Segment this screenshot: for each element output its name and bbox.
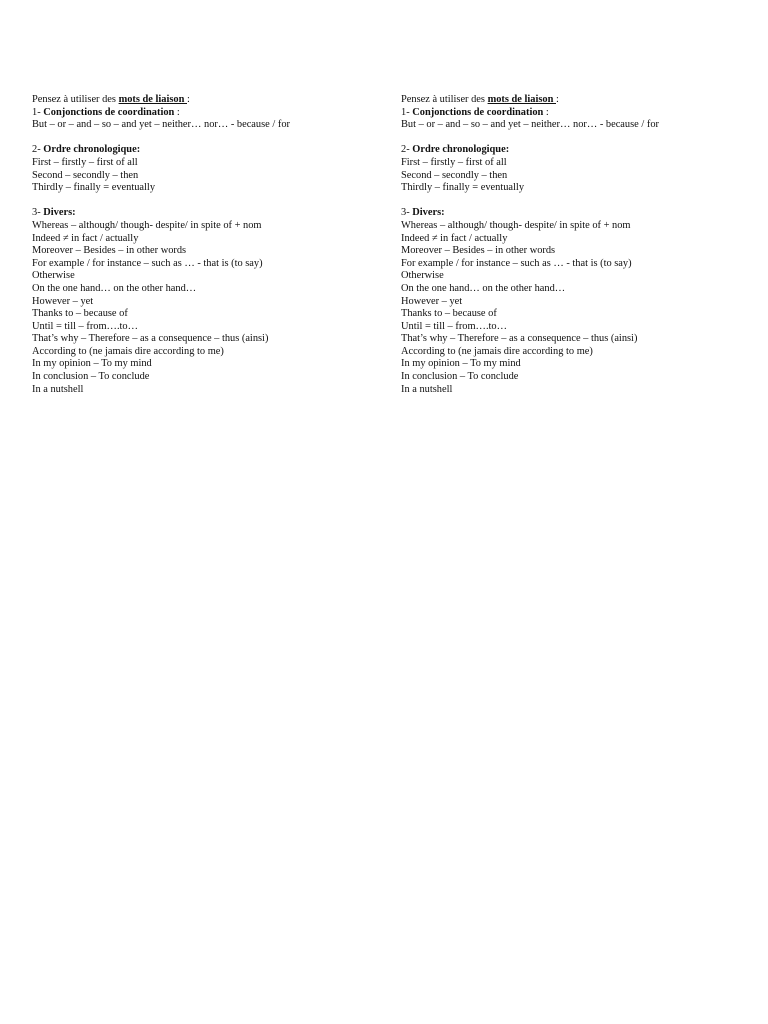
list-item: First – firstly – first of all [32, 156, 138, 168]
linking-words-column-left [32, 94, 382, 396]
section-spacer [32, 195, 382, 208]
section-2-title: Ordre chronologique: [43, 144, 141, 156]
section-2-number: 2- [32, 144, 44, 156]
list-item: Second – secondly – then [32, 169, 139, 181]
list-item: That’s why – Therefore – as a consequence – thus (ainsi) [32, 333, 269, 345]
section-2-heading [32, 144, 382, 157]
list-item: In conclusion – To conclude [32, 371, 150, 383]
list-item: Otherwise [32, 270, 75, 282]
list-item: Thirdly – finally = eventually [32, 182, 156, 194]
intro-suffix: : [187, 94, 190, 105]
list-item: But – or – and – so – and yet – neither… nor… - because / for [32, 119, 290, 131]
section-3-title: Divers: [43, 207, 76, 219]
list-item: Whereas – although/ though- despite/ in spite of + nom [401, 219, 631, 231]
list-item: For example / for instance – such as … - that is (to say) [32, 257, 263, 269]
list-item: In my opinion – To my mind [401, 358, 521, 370]
intro-prefix: Pensez à utiliser des [32, 94, 119, 105]
list-item: But – or – and – so – and yet – neither… nor… - because / for [401, 119, 659, 131]
list-item: Thanks to – because of [401, 308, 497, 320]
list-item: Indeed ≠ in fact / actually [32, 232, 139, 244]
intro-suffix: : [556, 94, 559, 105]
list-item: According to (ne jamais dire according to me) [401, 345, 593, 357]
list-item: In a nutshell [401, 383, 453, 395]
intro-keyword: mots de liaison [487, 94, 556, 105]
section-spacer [401, 132, 751, 145]
section-spacer [32, 132, 382, 145]
list-item: For example / for instance – such as … - that is (to say) [401, 257, 632, 269]
list-item: In my opinion – To my mind [32, 358, 152, 370]
intro-prefix: Pensez à utiliser des [401, 94, 488, 105]
section-1-heading [401, 107, 751, 120]
section-1-number: 1- [401, 106, 413, 118]
section-2-heading [401, 144, 751, 157]
list-item: In conclusion – To conclude [401, 371, 519, 383]
linking-words-column-right [401, 94, 751, 396]
list-item: On the one hand… on the other hand… [401, 282, 566, 294]
list-item: Until = till – from….to… [32, 320, 139, 332]
intro-line [401, 94, 751, 107]
list-item: Otherwise [401, 270, 444, 282]
section-1-suffix: : [545, 106, 549, 118]
section-3-number: 3- [401, 207, 413, 219]
section-1-number: 1- [32, 106, 44, 118]
section-2-number: 2- [401, 144, 413, 156]
section-3-title: Divers: [412, 207, 445, 219]
section-3-heading [32, 207, 382, 220]
section-3-number: 3- [32, 207, 44, 219]
list-item: According to (ne jamais dire according to me) [32, 345, 224, 357]
list-item: Thanks to – because of [32, 308, 128, 320]
list-item: Whereas – although/ though- despite/ in spite of + nom [32, 219, 262, 231]
list-item: Second – secondly – then [401, 169, 508, 181]
list-item: That’s why – Therefore – as a consequence – thus (ainsi) [401, 333, 638, 345]
list-item: Indeed ≠ in fact / actually [401, 232, 508, 244]
list-item: On the one hand… on the other hand… [32, 282, 197, 294]
list-item: Moreover – Besides – in other words [401, 245, 556, 257]
list-item: However – yet [401, 295, 463, 307]
intro-keyword: mots de liaison [118, 94, 187, 105]
section-2-title: Ordre chronologique: [412, 144, 510, 156]
list-item: Moreover – Besides – in other words [32, 245, 187, 257]
section-1-suffix: : [176, 106, 180, 118]
section-spacer [401, 195, 751, 208]
section-3-heading [401, 207, 751, 220]
section-1-heading [32, 107, 382, 120]
list-item: First – firstly – first of all [401, 156, 507, 168]
intro-line [32, 94, 382, 107]
list-item: However – yet [32, 295, 94, 307]
list-item: Thirdly – finally = eventually [401, 182, 525, 194]
section-1-title: Conjonctions de coordination [43, 106, 177, 118]
list-item: In a nutshell [32, 383, 84, 395]
list-item: Until = till – from….to… [401, 320, 508, 332]
section-1-title: Conjonctions de coordination [412, 106, 546, 118]
